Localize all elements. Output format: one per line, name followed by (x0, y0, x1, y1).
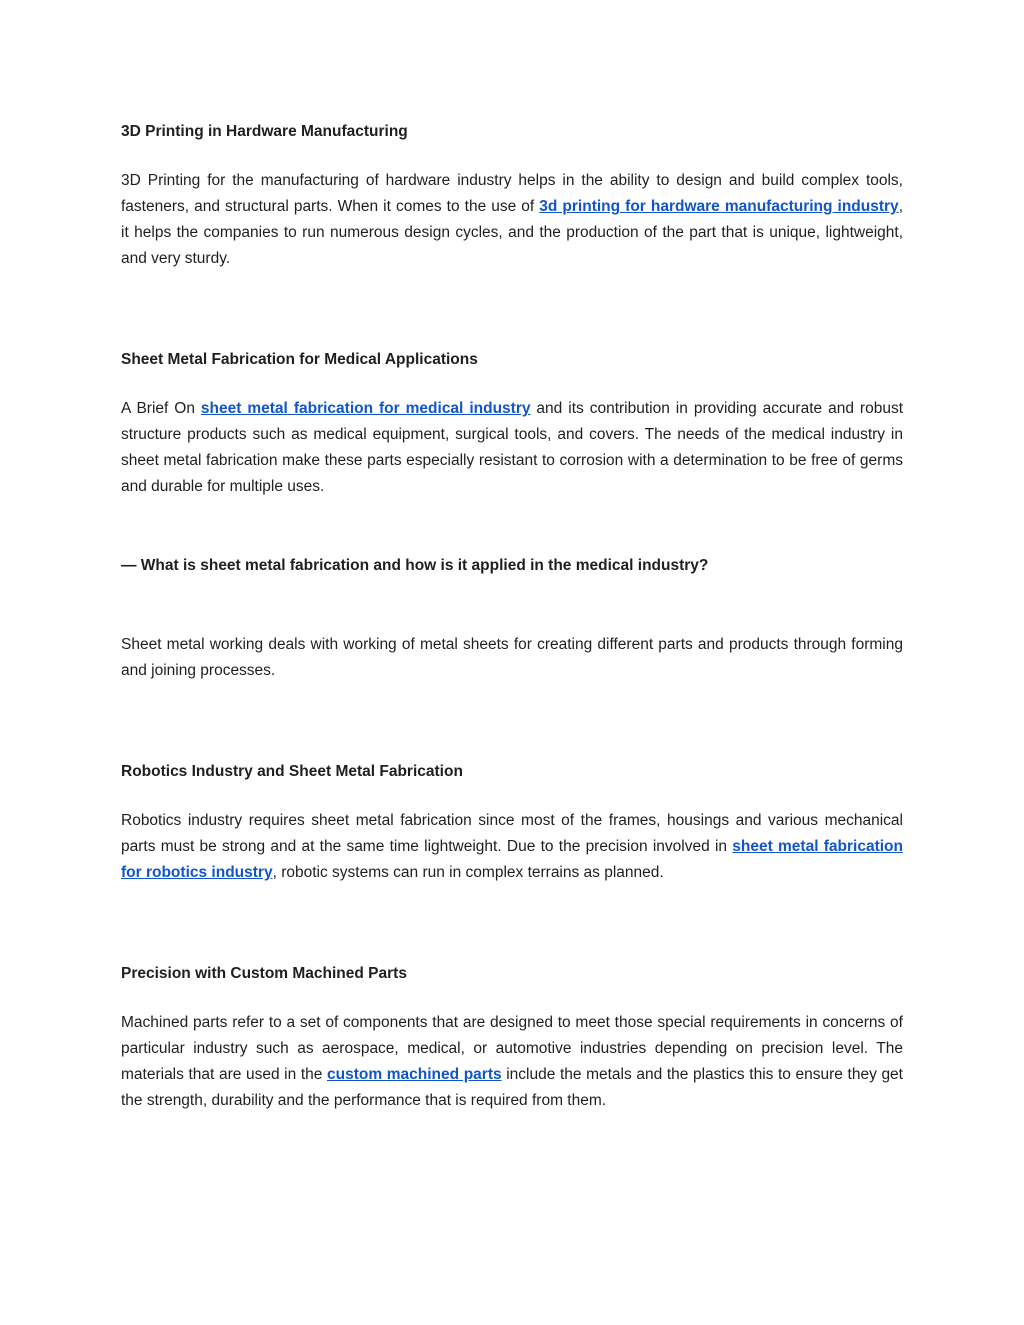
section-heading-medical: Sheet Metal Fabrication for Medical Applications (121, 351, 478, 368)
section-body-sheet-metal-working: Sheet metal working deals with working of metal sheets for creating different parts and products through forming and joining processes. (121, 636, 903, 679)
body-text: 3D Printing for the manufacturing of hardware industry helps in the ability to design and build complex tools, fasteners, and structural parts. When it comes to the use of (121, 172, 903, 215)
body-text: include the metals and the plastics this to ensure they get the strength, durability and the performance that is required from them. (121, 1066, 903, 1109)
section-heading-robotics: Robotics Industry and Sheet Metal Fabrication (121, 763, 463, 780)
section-heading-3d-printing: 3D Printing in Hardware Manufacturing (121, 123, 408, 140)
body-text: and its contribution in providing accurate and robust structure products such as medical equipment, surgical tools, and covers. The needs of the medical industry in sheet metal fabrication make these parts especially resistant to corrosion with a determination to be free of germs and durable for multiple uses. (121, 400, 903, 495)
link-sheet-metal-medical[interactable]: sheet metal fabrication for medical industry (200, 400, 531, 417)
body-text: Machined parts refer to a set of components that are designed to meet those special requirements in concerns of particular industry such as aerospace, medical, or automotive industries depending on precision level. The materials that are used in the (121, 1014, 903, 1083)
section-body-3d-printing (121, 168, 903, 272)
link-3d-printing-hardware[interactable]: 3d printing for hardware manufacturing industry (539, 198, 899, 215)
body-text: , it helps the companies to run numerous design cycles, and the production of the part that is unique, lightweight, and very sturdy. (121, 198, 903, 267)
section-body-medical (121, 396, 903, 500)
body-text: , robotic systems can run in complex terrains as planned. (272, 864, 664, 881)
body-text: A Brief On (121, 400, 201, 417)
section-body-robotics (121, 808, 903, 886)
document-page (121, 0, 903, 1325)
link-sheet-metal-robotics[interactable]: sheet metal fabrication for robotics industry (121, 838, 903, 881)
link-custom-machined-parts[interactable]: custom machined parts (327, 1066, 502, 1083)
section-heading-machined-parts: Precision with Custom Machined Parts (121, 965, 407, 982)
section-body-machined-parts (121, 1010, 903, 1114)
question-subheading: — What is sheet metal fabrication and how is it applied in the medical industry? (121, 557, 709, 574)
body-text: Robotics industry requires sheet metal fabrication since most of the frames, housings and various mechanical parts must be strong and at the same time lightweight. Due to the precision involved in (121, 812, 903, 855)
